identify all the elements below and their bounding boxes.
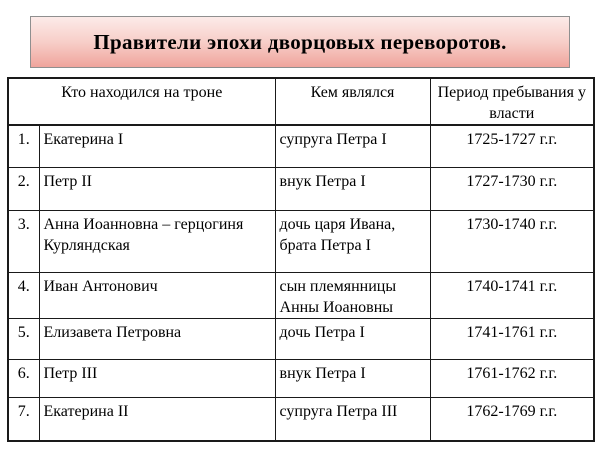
table-row — [8, 272, 594, 318]
ruler-period: 1761-1762 г.г. — [430, 359, 594, 397]
column-header-role: Кем являлся — [275, 78, 430, 125]
ruler-period: 1727-1730 г.г. — [430, 167, 594, 210]
row-number: 2. — [8, 167, 39, 210]
table-row — [8, 125, 594, 167]
ruler-name: Петр III — [39, 359, 275, 397]
table-row — [8, 397, 594, 441]
page-title: Правители эпохи дворцовых переворотов. — [93, 29, 507, 54]
row-number: 6. — [8, 359, 39, 397]
ruler-role: супруга Петра I — [275, 125, 430, 167]
ruler-period: 1762-1769 г.г. — [430, 397, 594, 441]
ruler-name: Анна Иоанновна – герцогиня Курляндская — [39, 210, 275, 272]
ruler-role: супруга Петра III — [275, 397, 430, 441]
ruler-role: внук Петра I — [275, 359, 430, 397]
table-row — [8, 318, 594, 359]
title-banner — [30, 16, 570, 68]
row-number: 3. — [8, 210, 39, 272]
ruler-name: Екатерина I — [39, 125, 275, 167]
table-row — [8, 359, 594, 397]
ruler-name: Петр II — [39, 167, 275, 210]
ruler-period: 1730-1740 г.г. — [430, 210, 594, 272]
ruler-name: Екатерина II — [39, 397, 275, 441]
ruler-name: Елизавета Петровна — [39, 318, 275, 359]
column-header-throne: Кто находился на троне — [8, 78, 275, 125]
ruler-role: сын племянницы Анны Иоановны — [275, 272, 430, 318]
ruler-name: Иван Антонович — [39, 272, 275, 318]
column-header-period: Период пребывания у власти — [430, 78, 594, 125]
row-number: 4. — [8, 272, 39, 318]
ruler-role: дочь Петра I — [275, 318, 430, 359]
table-row — [8, 167, 594, 210]
ruler-role: дочь царя Ивана, брата Петра I — [275, 210, 430, 272]
table-row — [8, 210, 594, 272]
ruler-period: 1741-1761 г.г. — [430, 318, 594, 359]
ruler-role: внук Петра I — [275, 167, 430, 210]
row-number: 5. — [8, 318, 39, 359]
table-header-row — [8, 78, 594, 125]
ruler-period: 1725-1727 г.г. — [430, 125, 594, 167]
row-number: 1. — [8, 125, 39, 167]
ruler-period: 1740-1741 г.г. — [430, 272, 594, 318]
row-number: 7. — [8, 397, 39, 441]
rulers-table — [7, 77, 595, 442]
